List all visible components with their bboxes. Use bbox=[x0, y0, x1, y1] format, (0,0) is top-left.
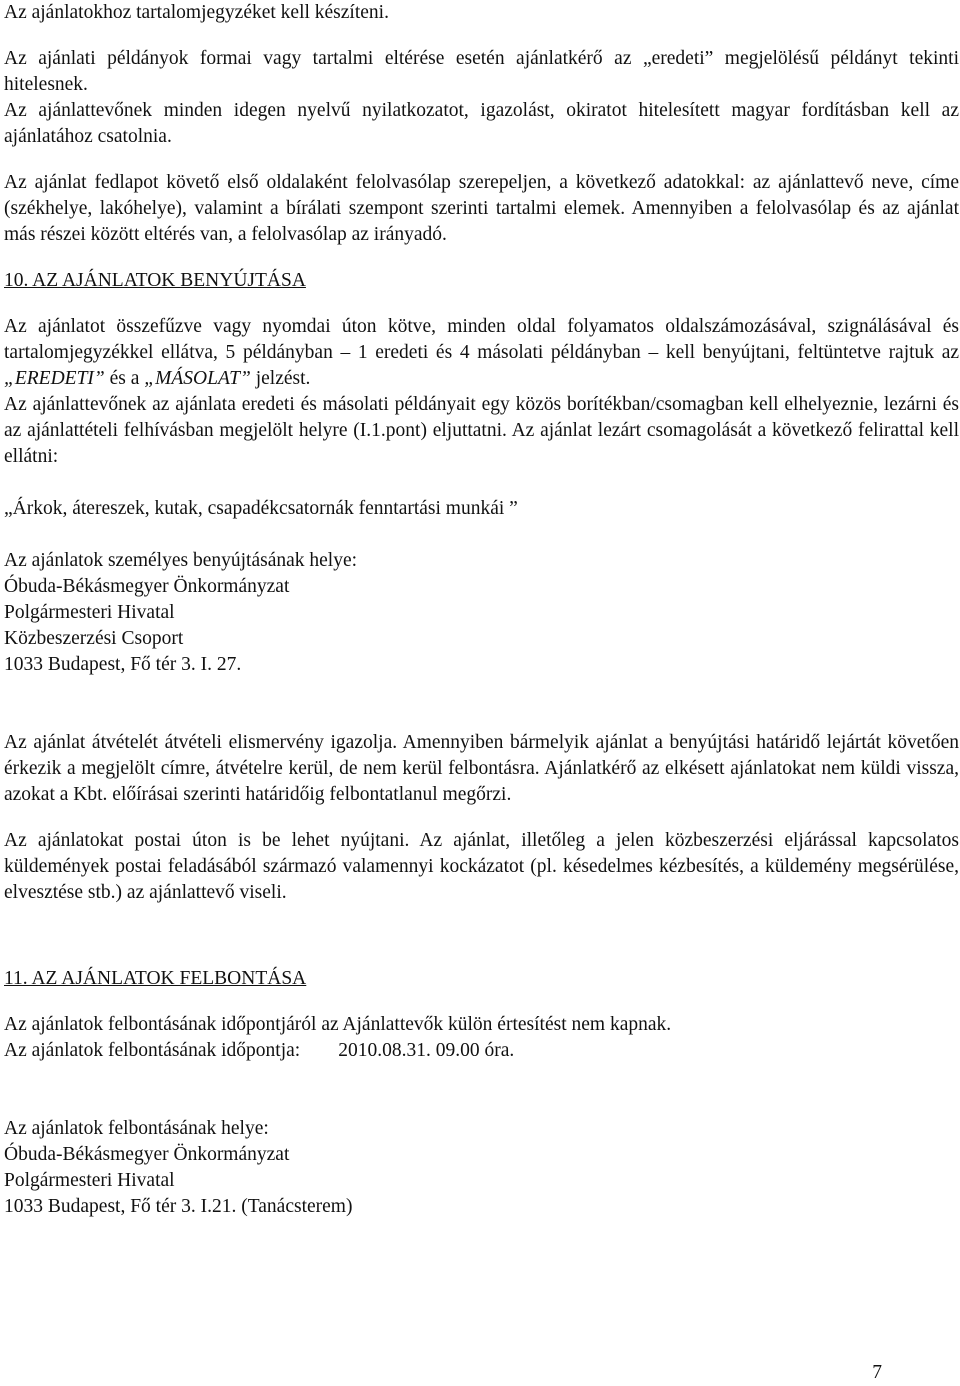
submission-address-line: Óbuda-Békásmegyer Önkormányzat bbox=[4, 576, 290, 597]
opening-address-line: Polgármesteri Hivatal bbox=[4, 1170, 175, 1191]
opening-address-line: Óbuda-Békásmegyer Önkormányzat bbox=[4, 1144, 290, 1165]
section-10-paragraph-postal: Az ajánlatokat postai úton is be lehet nyújtani. Az ajánlat, illetőleg a jelen közbeszerzési eljárással kapcsolatos küldemények postai feladásából származó valamennyi kockázatot (pl. késedelmes kézbesítés, a küldemény megsérülése, elvesztése stb.) az ajánlattevő viseli. bbox=[4, 830, 959, 903]
submission-address-line: 1033 Budapest, Fő tér 3. I. 27. bbox=[4, 654, 242, 675]
opening-notice-line: Az ajánlatok felbontásának időpontjáról az Ajánlattevők külön értesítést nem kapnak. bbox=[4, 1014, 672, 1035]
envelope-label-text: „Árkok, átereszek, kutak, csapadékcsatornák fenntartási munkái ” bbox=[4, 498, 518, 519]
opening-time-label: Az ajánlatok felbontásának időpontja: bbox=[4, 1040, 301, 1061]
section-10-paragraph-binding: Az ajánlatot összefűzve vagy nyomdai úton kötve, minden oldal folyamatos oldalszámozásával, szignálásával és tartalomjegyzékkel ellátva, 5 példányban – 1 eredeti és 4 másolati példányban – kell benyújtani, feltüntetve rajtuk az „EREDETI” és a „MÁSOLAT” jelzést. bbox=[4, 316, 959, 389]
paragraph-translation: Az ajánlattevőnek minden idegen nyelvű nyilatkozatot, igazolást, okiratot hitelesített magyar fordításban kell az ajánlatához csatolnia. bbox=[4, 100, 959, 147]
page-number: 7 bbox=[872, 1362, 882, 1383]
paragraph-original-copy: Az ajánlati példányok formai vagy tartalmi eltérése esetén ajánlatkérő az „eredeti” megjelölésű példányt tekinti hitelesnek. bbox=[4, 48, 959, 95]
paragraph-table-of-contents: Az ajánlatokhoz tartalomjegyzéket kell készíteni. bbox=[4, 2, 389, 23]
masolat-label: „MÁSOLAT” bbox=[144, 368, 251, 389]
section-11-heading: 11. AZ AJÁNLATOK FELBONTÁSA bbox=[4, 968, 307, 989]
submission-address-line: Közbeszerzési Csoport bbox=[4, 628, 184, 649]
submission-address-line: Polgármesteri Hivatal bbox=[4, 602, 175, 623]
opening-address-line: 1033 Budapest, Fő tér 3. I.21. (Tanácsterem) bbox=[4, 1196, 353, 1217]
document-page bbox=[4, 0, 959, 1220]
opening-time-line bbox=[4, 1038, 959, 1064]
paragraph-reading-sheet: Az ajánlat fedlapot követő első oldalaként felolvasólap szerepeljen, a következő adatokkal: az ajánlattevő neve, címe (székhelye, lakóhelye), valamint a bírálati szempont szerinti tartalmi elemek. Amennyiben a felolvasólap és az ajánlat más részei között eltérés van, a felolvasólap az irányadó. bbox=[4, 172, 959, 245]
opening-time-value: 2010.08.31. 09.00 óra. bbox=[338, 1040, 515, 1061]
section-10-paragraph-envelope: Az ajánlattevőnek az ajánlata eredeti és másolati példányait egy közös borítékban/csomagban kell elhelyeznie, lezárni és az ajánlattételi felhívásban megjelölt helyre (I.1.pont) eljuttatni. Az ajánlat lezárt csomagolását a következő felirattal kell ellátni: bbox=[4, 394, 959, 467]
section-10-paragraph-receipt: Az ajánlat átvételét átvételi elismervény igazolja. Amennyiben bármelyik ajánlat a benyújtási határidő lejártát követően érkezik a megjelölt címre, átvételre kerül, de nem kerül felbontásra. Ajánlatkérő az elkésett ajánlatokat nem küldi vissza, azokat a Kbt. előírásai szerinti határidőig felbontatlanul megőrzi. bbox=[4, 732, 959, 805]
section-10-heading: 10. AZ AJÁNLATOK BENYÚJTÁSA bbox=[4, 270, 306, 291]
submission-place-heading: Az ajánlatok személyes benyújtásának helye: bbox=[4, 550, 358, 571]
eredeti-label: „EREDETI” bbox=[4, 368, 105, 389]
opening-place-heading: Az ajánlatok felbontásának helye: bbox=[4, 1118, 269, 1139]
